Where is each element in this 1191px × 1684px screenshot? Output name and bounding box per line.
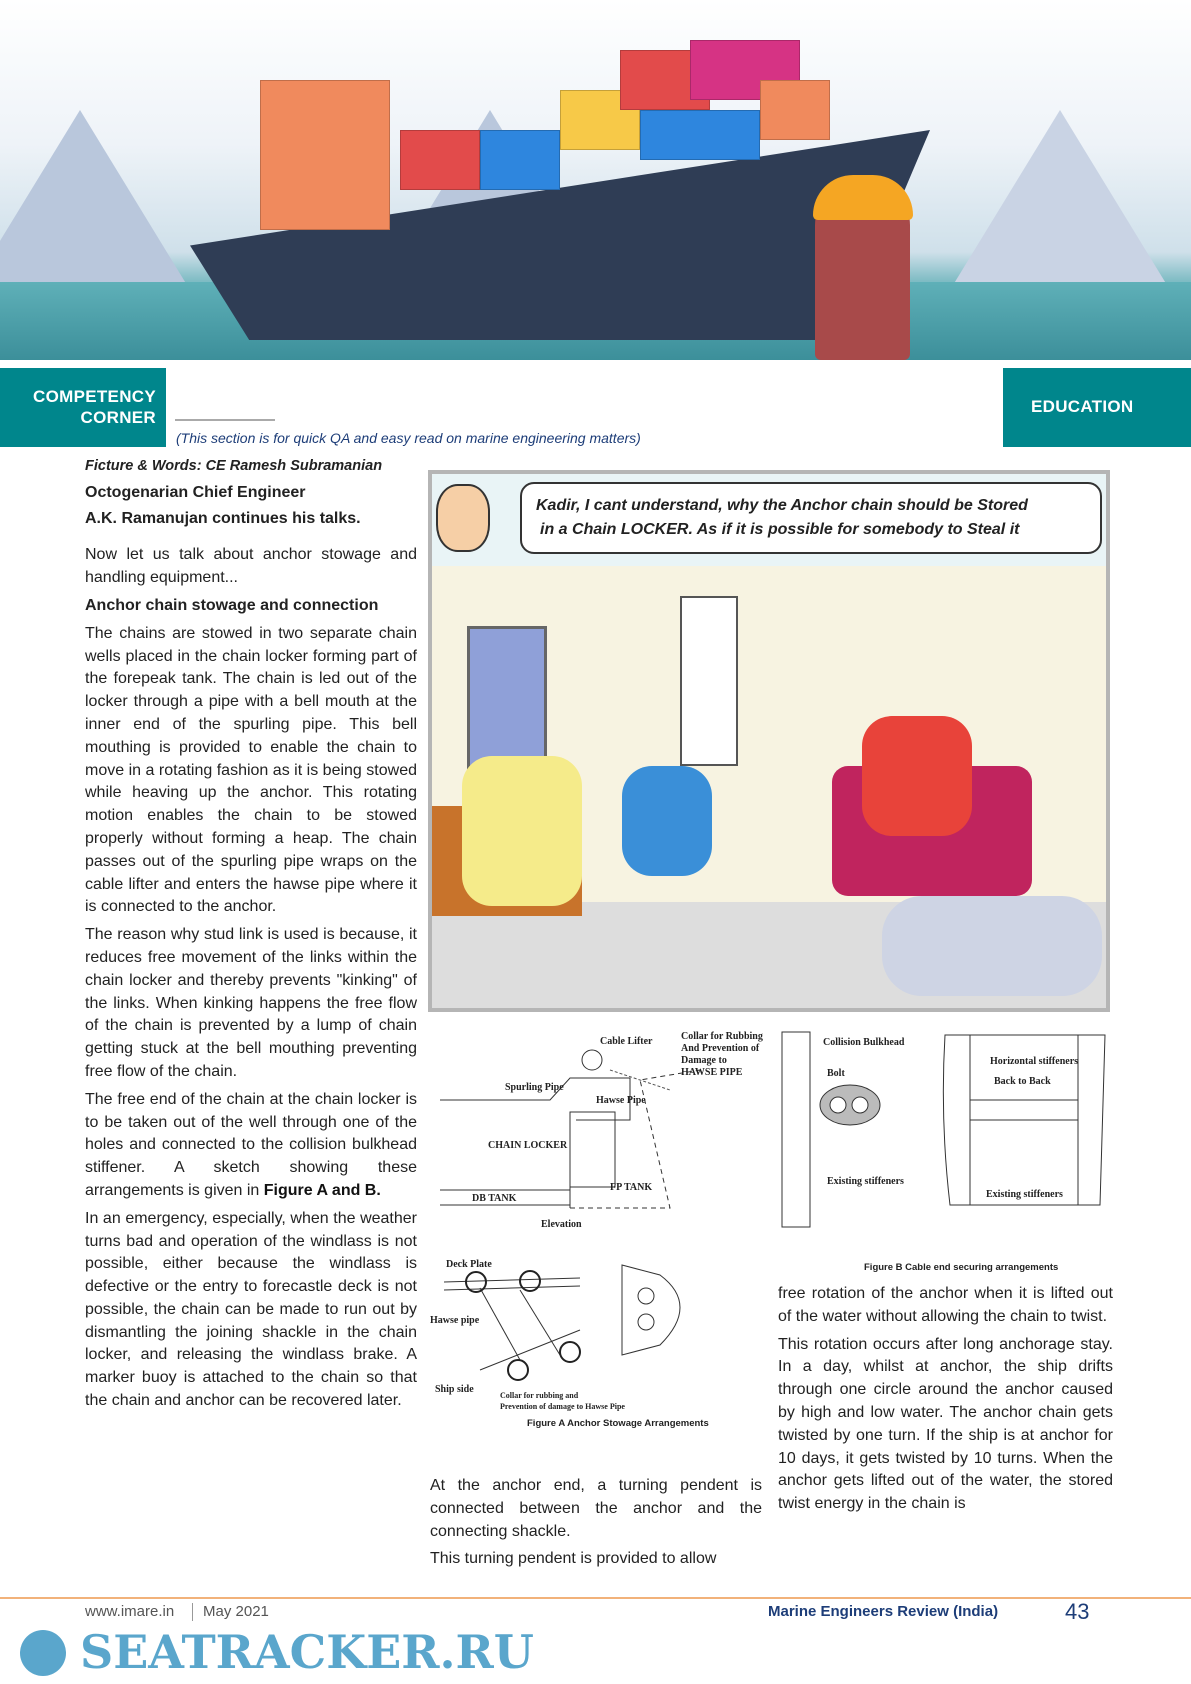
paragraph: At the anchor end, a turning pendent is connected between the anchor and the connecting shackle. xyxy=(430,1477,762,1540)
label: Existing stiffeners xyxy=(827,1176,904,1187)
column-left xyxy=(85,455,417,1418)
character-head xyxy=(436,484,490,552)
label: Ship side xyxy=(435,1384,474,1395)
tag-line: COMPETENCY xyxy=(33,387,156,406)
paragraph-text: The free end of the chain at the chain locker is to be taken out of the well through one of the holes and connected to the collision bulkhead stiffener. A sketch showing these arrangements is given in xyxy=(85,1090,417,1199)
watermark: SEATRACKER.RU xyxy=(80,1625,534,1679)
label: Back to Back xyxy=(994,1076,1051,1087)
engineer-character xyxy=(815,185,910,360)
label: Cable Lifter xyxy=(600,1036,653,1047)
label: And Prevention of xyxy=(681,1043,760,1054)
watermark-sun-icon xyxy=(20,1630,66,1676)
credit: Ficture & Words: CE Ramesh Subramanian xyxy=(85,458,383,474)
figure-b-caption: Figure B Cable end securing arrangements xyxy=(864,1262,1059,1273)
footer-magazine: Marine Engineers Review (India) xyxy=(768,1603,999,1620)
footer-url[interactable]: www.imare.in xyxy=(85,1603,175,1620)
tag-line: CORNER xyxy=(80,408,156,427)
paragraph: This turning pendent is provided to allow xyxy=(430,1550,717,1568)
paragraph: This rotation occurs after long anchorage stay. In a day, whilst at anchor, the ship drifts through one circle around the anchor caused by high and low water. The anchor chain gets twisted by one turn. If the ship is at anchor for 10 days, it gets twisted by 10 turns. When the anchor gets lifted out of the water, the stored twist energy in the chain is xyxy=(778,1335,1113,1513)
speech-bubble xyxy=(520,482,1102,554)
paragraph: free rotation of the anchor when it is lifted out of the water without allowing the chain to twist. xyxy=(778,1285,1113,1325)
intro-line: A.K. Ramanujan continues his talks. xyxy=(85,509,361,527)
column-middle xyxy=(430,1475,762,1576)
paragraph xyxy=(85,1089,417,1203)
hero-illustration xyxy=(0,0,1191,360)
paragraph: The reason why stud link is used is because, it reduces free movement of the links within the chain locker and thereby prevents "kinking" of the links. When kinking happens the free flow of the chain is prevented by a lump of chain getting stuck at the bell mouthing preventing free flow of the chain. xyxy=(85,926,417,1080)
intro-line: Octogenarian Chief Engineer xyxy=(85,483,306,501)
label: Collision Bulkhead xyxy=(823,1037,905,1048)
column-right xyxy=(778,1283,1113,1521)
bubble-line: in a Chain LOCKER. As if it is possible for somebody to Steal it xyxy=(540,521,1020,538)
label: HAWSE PIPE xyxy=(681,1067,743,1078)
label: CHAIN LOCKER xyxy=(488,1140,568,1151)
section-heading: Anchor chain stowage and connection xyxy=(85,596,379,614)
education-tag: EDUCATION xyxy=(1003,368,1191,447)
section-subtitle: (This section is for quick QA and easy read on marine engineering matters) xyxy=(176,430,641,446)
label: Bolt xyxy=(827,1068,845,1079)
label: Elevation xyxy=(541,1219,582,1230)
label: Damage to xyxy=(681,1055,727,1066)
room-scene xyxy=(432,566,1106,1008)
label: Deck Plate xyxy=(446,1259,492,1270)
label: Horizontal stiffeners xyxy=(990,1056,1079,1067)
label: Spurling Pipe xyxy=(505,1082,564,1093)
figure-reference: Figure A and B. xyxy=(263,1181,381,1199)
divider xyxy=(175,419,275,421)
label: FP TANK xyxy=(610,1182,653,1193)
page-number: 43 xyxy=(1065,1599,1090,1624)
figure-a-caption: Figure A Anchor Stowage Arrangements xyxy=(527,1418,709,1429)
label: DB TANK xyxy=(472,1193,517,1204)
competency-corner-tag xyxy=(0,368,166,447)
paragraph: Now let us talk about anchor stowage and handling equipment... xyxy=(85,546,417,587)
label: Hawse pipe xyxy=(430,1315,480,1326)
paragraph: The chains are stowed in two separate chain wells placed in the chain locker forming part of the forepeak tank. The chain is led out of the locker through a pipe with a bell mouth at the inner end of the spurling pipe. This bell mouthing is provided to enable the chain to move in a rotating fashion as it is being stowed while heaving up the anchor. This rotating motion enables the chain to be stowed properly without forming a heap. The chain passes out of the spurling pipe wraps on the cable lifter and enters the hawse pipe where it is connected to the anchor. xyxy=(85,624,417,916)
footer-date: May 2021 xyxy=(192,1603,269,1621)
bubble-line: Kadir, I cant understand, why the Anchor chain should be Stored xyxy=(536,497,1028,514)
paragraph: In an emergency, especially, when the weather turns bad and operation of the windlass is not possible, either because the windlass is defective or the entry to forecastle deck is not possible, the chain can be made to run out by dismantling the joining shackle in the chain locker, and releasing the windlass brake. A marker buoy is attached to the chain so that the chain and anchor can be recovered later. xyxy=(85,1209,417,1410)
footer-rule xyxy=(0,1597,1191,1599)
label: Collar for rubbing and xyxy=(500,1391,579,1400)
label: Hawse Pipe xyxy=(596,1095,646,1106)
label: Existing stiffeners xyxy=(986,1189,1063,1200)
label: Prevention of damage to Hawse Pipe xyxy=(500,1402,625,1411)
comic-illustration xyxy=(428,470,1110,1012)
label: Collar for Rubbing xyxy=(681,1031,763,1042)
